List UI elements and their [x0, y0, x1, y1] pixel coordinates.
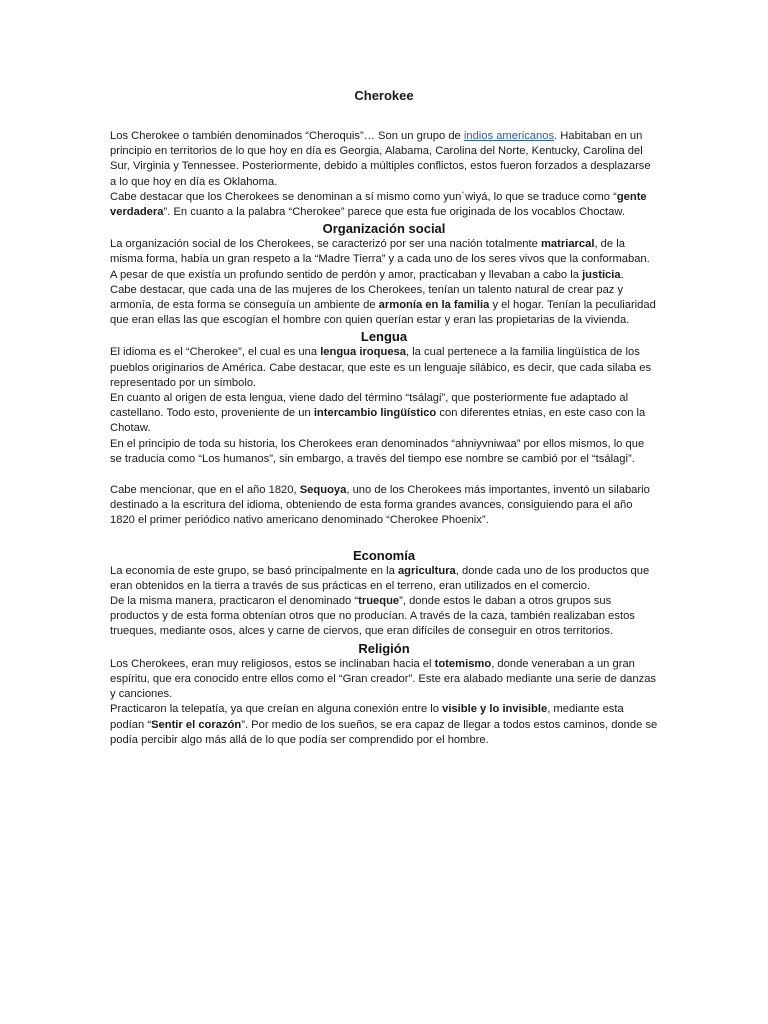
organizacion-paragraph-1	[110, 237, 658, 283]
intro-paragraph-1	[110, 129, 658, 190]
text-span: Los Cherokee o también denominados “Cheroquis”… Son un grupo de	[110, 130, 464, 142]
text-span: ”. En cuanto a la palabra “Cherokee” parece que esta fue originada de los vocablos Choctaw.	[163, 206, 625, 219]
bold-term: visible y lo invisible	[442, 703, 548, 716]
economia-paragraph-2	[110, 594, 658, 640]
bold-term: Sequoya	[299, 484, 347, 497]
text-span: Practicaron la telepatía, ya que creían en alguna conexión entre lo	[110, 703, 443, 716]
lengua-paragraph-4	[110, 483, 658, 529]
text-span: En cuanto al origen de esta lengua, viene dado del término “tsálagi”, que posteriormente fue adaptado al castellano. Todo esto, proveniente de un	[110, 392, 629, 420]
bold-term: justicia	[582, 268, 621, 281]
spacer	[110, 529, 658, 547]
bold-term: agricultura	[397, 564, 456, 577]
spacer	[110, 467, 658, 483]
text-span: , uno de los Cherokees más importantes, inventó un silabario destinado a la escritura del idioma, obteniendo de esta forma grandes avances, consiguiendo para el año 1820 el primer periódico nativo americano denominado “Cherokee Phoenix”.	[110, 484, 650, 527]
text-span: , donde cada uno de los productos que eran obtenidos en la tierra a través de sus prácticas en el terreno, eran utilizados en el comercio.	[110, 564, 650, 592]
text-span: La organización social de los Cherokees, se caracterizó por ser una nación totalmente	[110, 238, 541, 251]
religion-paragraph-1	[110, 657, 658, 703]
bold-term: matriarcal	[540, 238, 595, 251]
bold-term: trueque	[358, 595, 400, 608]
heading-economia: Economía	[352, 547, 416, 563]
indios-americanos-link[interactable]: indios americanos	[463, 130, 555, 142]
lengua-paragraph-3: En el principio de toda su historia, los Cherokees eran denominados “ahniyvniwaa” por ellos mismos, lo que se traducia como “Los humanos”, sin embargo, a través del tiempo ese nombre se cambió por el “tsálagi”.	[110, 437, 645, 465]
heading-lengua: Lengua	[360, 329, 408, 345]
lengua-paragraph-2	[110, 391, 658, 437]
bold-term: armonía en la familia	[378, 299, 490, 312]
text-span: , de la misma forma, había un gran respeto a la “Madre Tierra” y a cada uno de los seres vivos que la conformaban. A pesar de que existía un profundo sentido de perdón y amor, practicaban y llevaban a cabo la	[110, 238, 650, 281]
bold-term: Sentir el corazón	[151, 718, 242, 731]
document-title: Cherokee	[354, 88, 414, 103]
text-span: Los Cherokees, eran muy religiosos, estos se inclinaban hacia el	[110, 657, 435, 670]
text-span: De la misma manera, practicaron el denominado “	[110, 595, 359, 608]
text-span: , donde veneraban a un gran espíritu, que era conocido entre ellos como el “Gran creador”. Este era alabado mediante una serie de danzas y canciones.	[110, 657, 657, 701]
document-page	[110, 88, 658, 748]
text-span: ”. Por medio de los sueños, se era capaz de llegar a todos estos caminos, donde se podía percibir algo más allá de lo que podía ser comprendido por el hombre.	[110, 718, 658, 746]
intro-paragraph-2	[110, 190, 658, 220]
text-span: Cabe destacar que los Cherokees se denominan a sí mismo como yun´wiyá, lo que se traduce como “	[110, 190, 617, 203]
text-span: . Habitaban en un principio en territorios de lo que hoy en día es Georgia, Alabama, Carolina del Norte, Kentucky, Carolina del Sur, Virginia y Tennessee. Posteriormente, debido a múltiples conflictos, estos fueron forzados a desplazarse a lo que hoy en día es Oklahoma.	[110, 130, 651, 188]
bold-term: intercambio lingüístico	[313, 407, 437, 420]
organizacion-paragraph-2	[110, 283, 658, 329]
bold-term: totemismo	[434, 657, 492, 670]
text-span: El idioma es el “Cherokee”, el cual es una	[110, 346, 321, 359]
text-span: La economía de este grupo, se basó principalmente en la	[110, 564, 398, 577]
text-span: y el hogar. Tenían la peculiaridad que eran ellas las que escogían el hombre con quien querían estar y eran las propietarias de la vivienda.	[110, 299, 656, 327]
economia-paragraph-1	[110, 564, 658, 594]
heading-organizacion-social: Organización social	[322, 221, 446, 237]
bold-term: lengua iroquesa	[320, 346, 406, 359]
text-span: Cabe destacar, que cada una de las mujeres de los Cherokees, tenían un talento natural de crear paz y armonía, de esta forma se conseguía un ambiente de	[110, 283, 624, 312]
text-span: , la cual pertenece a la familia lingüística de los pueblos originarios de América. Cabe destacar, que este es un lenguaje silábico, es decir, que cada silaba es representado por un símbolo.	[110, 346, 652, 389]
lengua-paragraph-1	[110, 345, 658, 391]
bold-term: gente verdadera	[110, 190, 647, 219]
religion-paragraph-2	[110, 702, 658, 748]
text-span: Cabe mencionar, que en el año 1820,	[110, 484, 300, 497]
text-span: .	[620, 268, 624, 281]
text-span: con diferentes etnias, en este caso con la Chotaw.	[110, 407, 646, 435]
heading-religion: Religión	[358, 640, 410, 656]
text-span: ”, donde estos le daban a otros grupos sus productos y de esta forma obtenían otros que no producían. A través de la caza, también realizaban estos trueques, mediante osos, alces y carne de ciervos, que eran difíciles de conseguir en otros territorios.	[110, 595, 635, 638]
text-span: , mediante esta podían “	[110, 703, 624, 731]
